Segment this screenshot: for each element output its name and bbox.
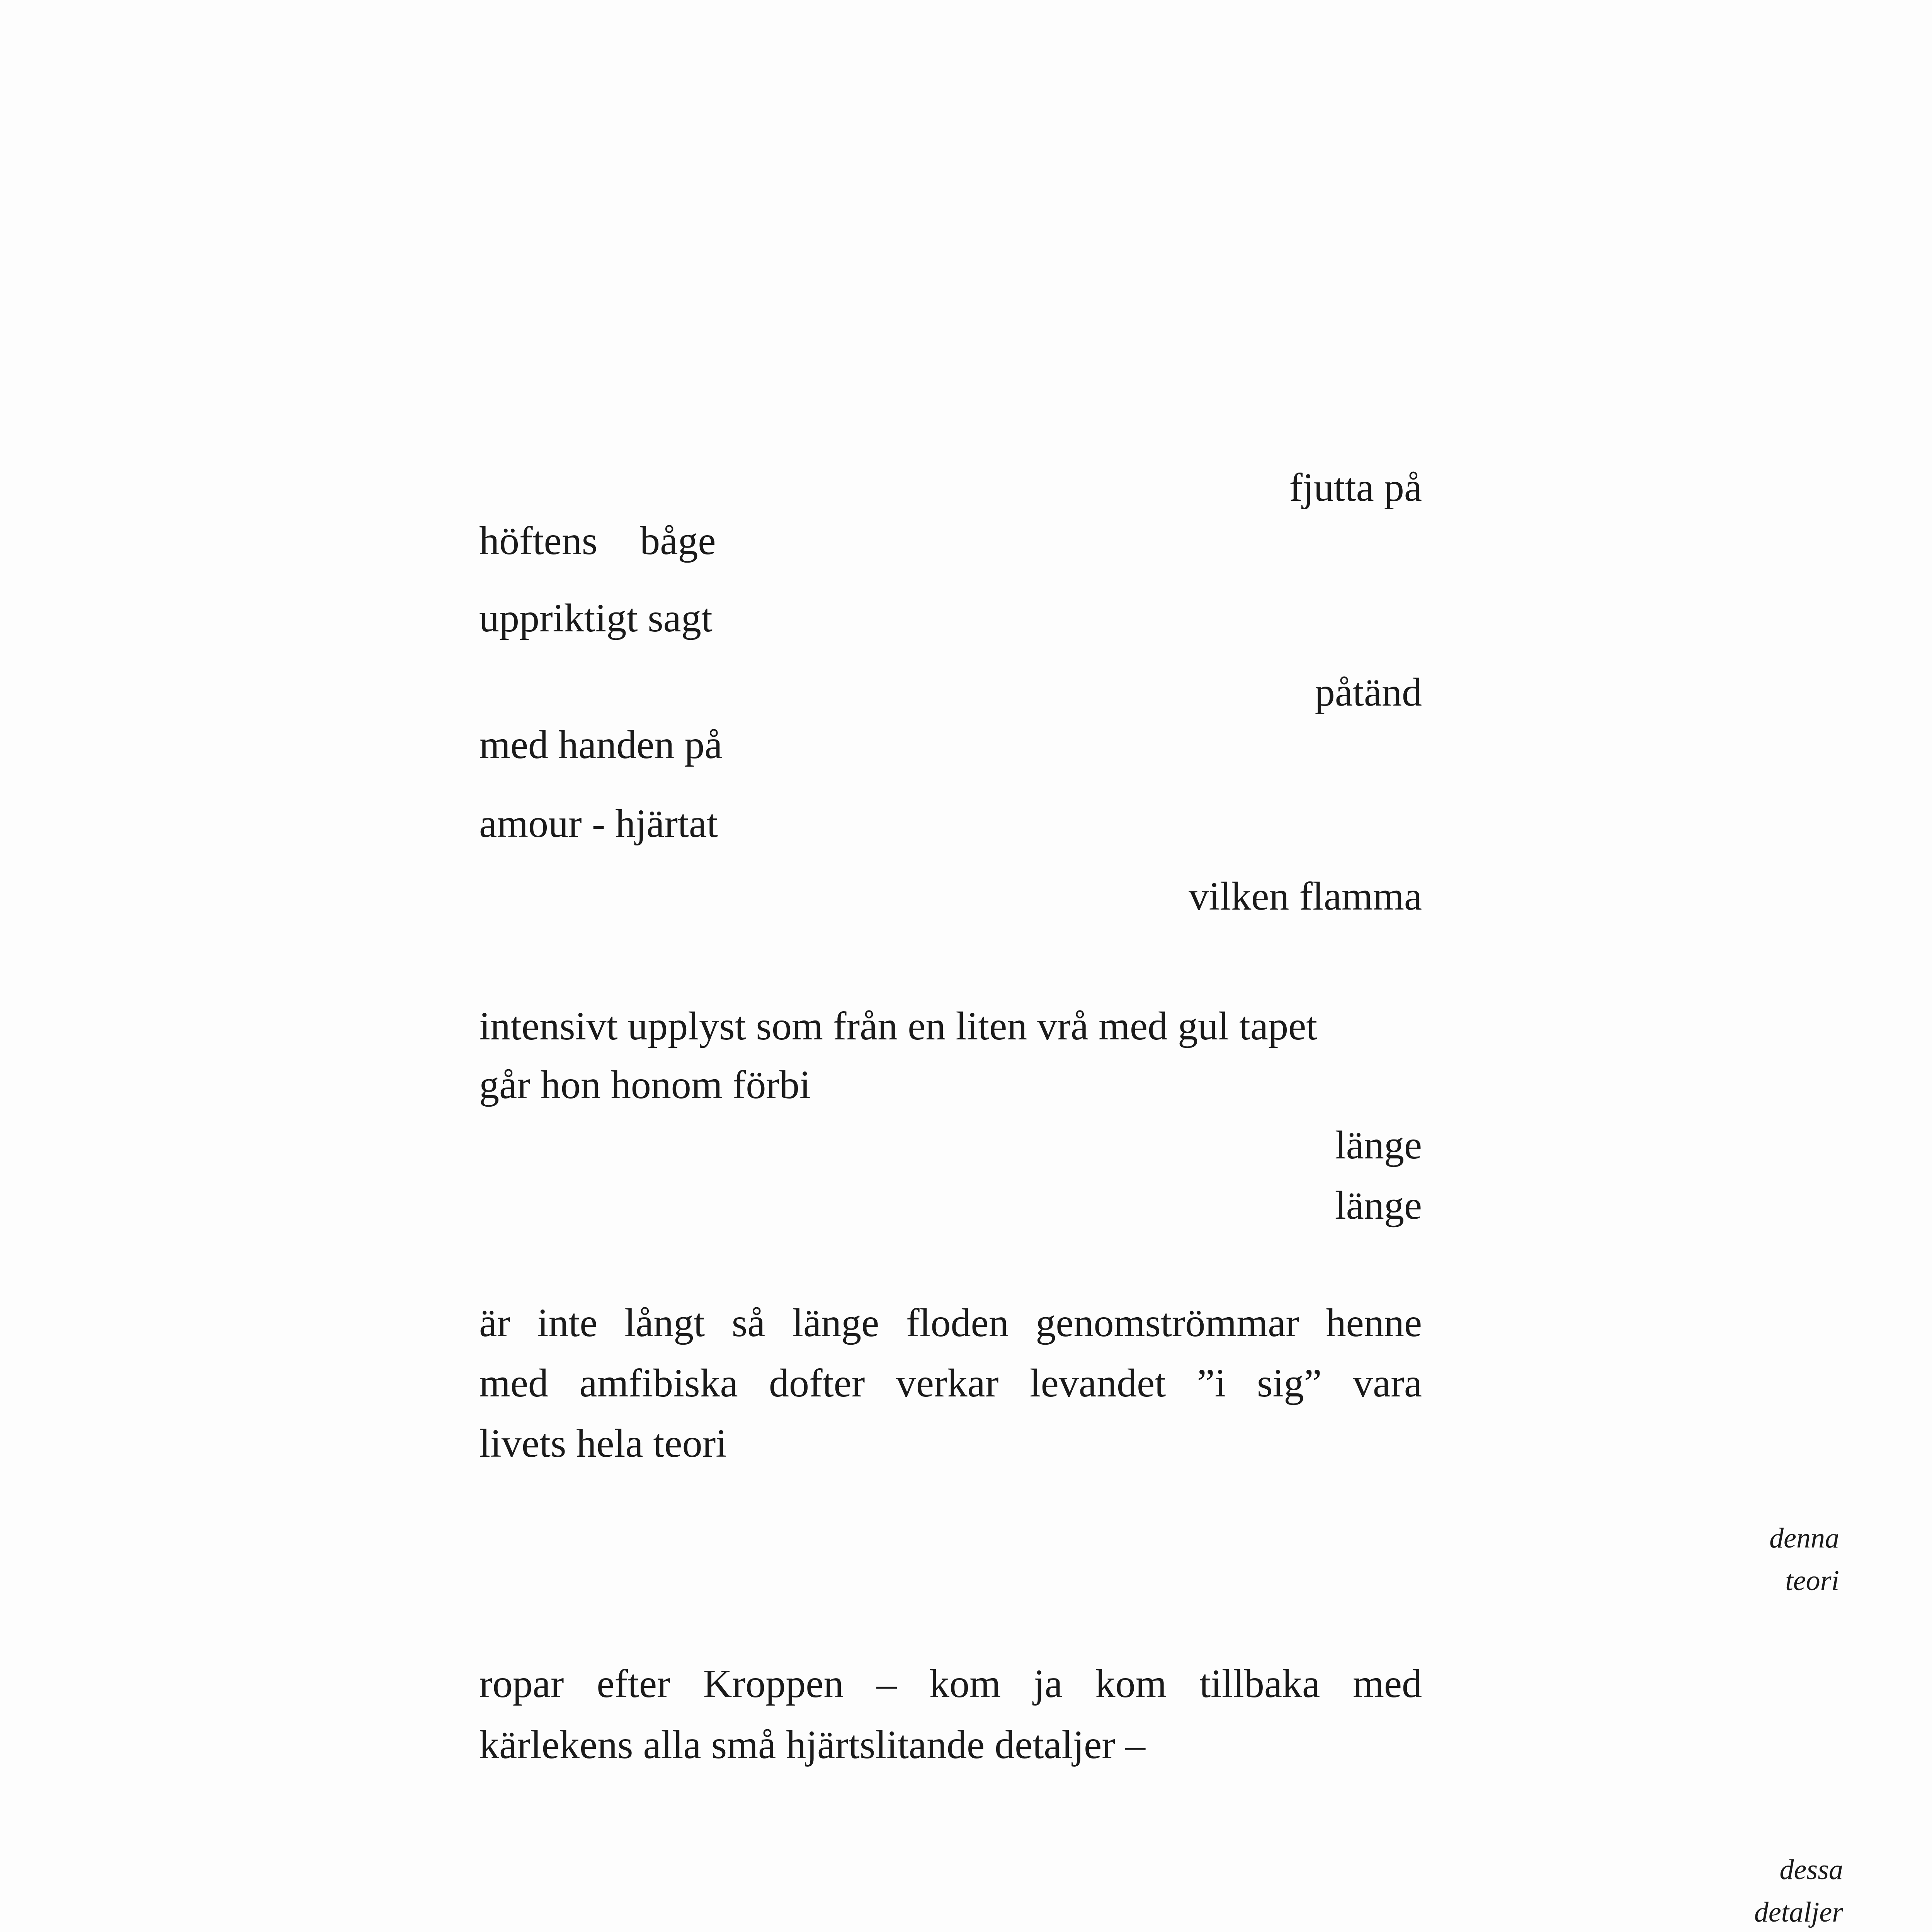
poem-line-fjutta-pa: fjutta på: [1289, 465, 1422, 510]
poem-line-med-amfibiska: med amfibiska dofter verkar levandet ”i sig” vara: [479, 1361, 1422, 1405]
margin-note-denna: denna: [1769, 1522, 1839, 1554]
poem-line-livets: livets hela teori: [479, 1421, 727, 1466]
poem-word-bage: båge: [640, 519, 716, 563]
poem-line-ropar: ropar efter Kroppen – kom ja kom tillbaka med: [479, 1662, 1422, 1706]
poem-line-med-handen-pa: med handen på: [479, 723, 723, 767]
margin-note-teori: teori: [1785, 1565, 1839, 1597]
poem-line-lange-2: länge: [1335, 1183, 1422, 1228]
poem-line-gar-hon: går hon honom förbi: [479, 1063, 811, 1107]
poem-line-uppriktigt-sagt: uppriktigt sagt: [479, 596, 713, 640]
poem-line-vilken-flamma: vilken flamma: [1189, 874, 1422, 918]
poem-line-amour-hjartat: amour - hjärtat: [479, 801, 718, 846]
poem-line-intensivt: intensivt upplyst som från en liten vrå med gul tapet: [479, 1004, 1318, 1048]
margin-note-detaljer: detaljer: [1754, 1896, 1843, 1928]
poem-line-ar-inte: är inte långt så länge floden genomströmmar henne: [479, 1301, 1422, 1345]
margin-note-dessa: dessa: [1779, 1854, 1843, 1886]
poem-line-lange-1: länge: [1335, 1123, 1422, 1167]
poem-line-patand: påtänd: [1315, 670, 1422, 714]
poem-word-hoftens: höftens: [479, 519, 598, 563]
poem-line-hoftens-bage: [479, 521, 716, 561]
poem-line-karlekens: kärlekens alla små hjärtslitande detaljer –: [479, 1723, 1145, 1767]
